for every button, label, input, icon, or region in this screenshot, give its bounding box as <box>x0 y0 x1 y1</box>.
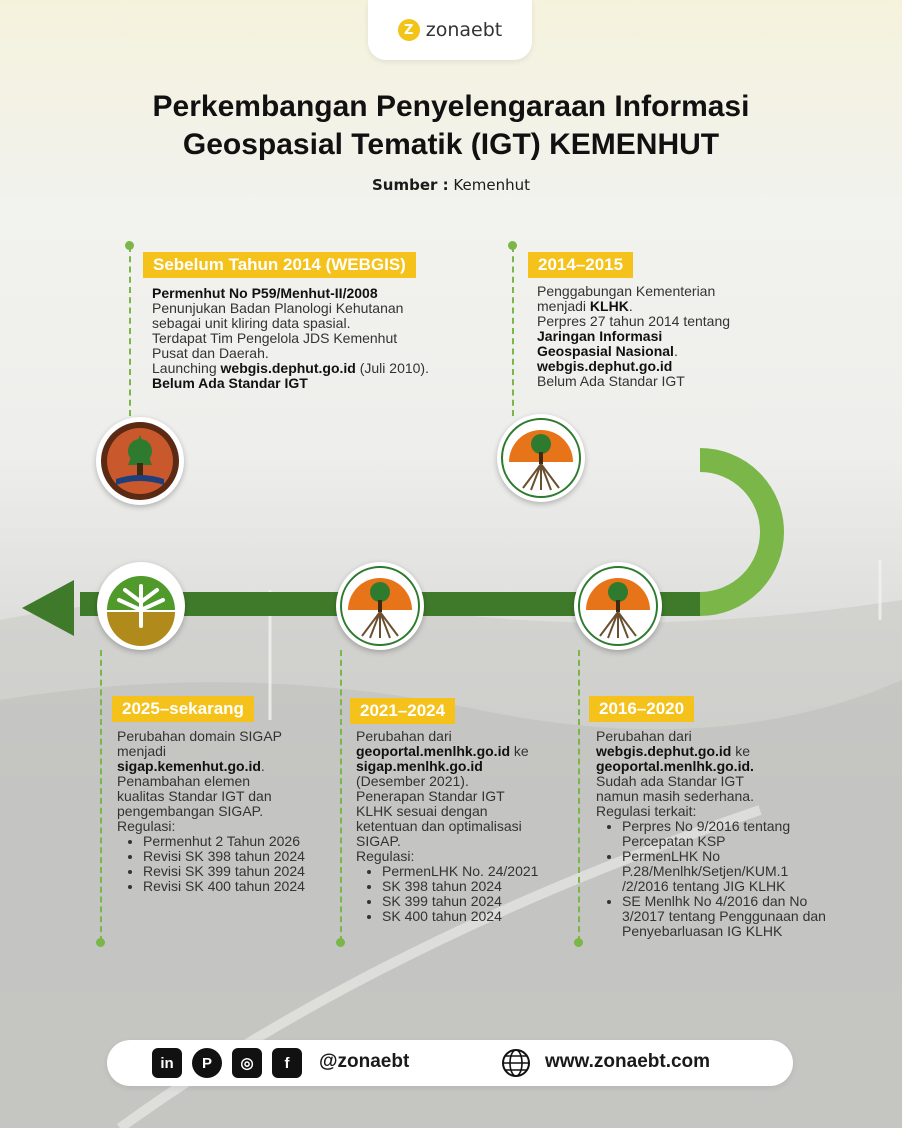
block-line: Belum Ada Standar IGT <box>537 373 685 389</box>
regulation-list <box>117 834 317 894</box>
footer-bar <box>107 1040 793 1086</box>
block-line: Geospasial Nasional. <box>537 343 678 359</box>
block-line: menjadi <box>117 743 167 759</box>
block-2014-2015 <box>537 284 777 389</box>
connector-dot <box>125 241 134 250</box>
connector-4 <box>340 650 342 942</box>
block-line: Perubahan dari <box>356 728 452 744</box>
block-line: pengembangan SIGAP. <box>117 803 264 819</box>
list-item: • SK 398 tahun 2024 <box>382 879 576 894</box>
list-item: • SK 399 tahun 2024 <box>382 894 576 909</box>
block-line: Permenhut No P59/Menhut-II/2008 <box>152 285 378 301</box>
block-2021-2024 <box>356 729 576 924</box>
instagram-icon[interactable]: ◎ <box>232 1048 262 1078</box>
block-2016-2020 <box>596 729 832 939</box>
list-item: • Revisi SK 400 tahun 2024 <box>143 879 317 894</box>
title-line-1: Perkembangan Penyelengaraan Informasi <box>152 90 750 123</box>
block-sebelum-2014 <box>152 286 492 391</box>
block-2025-sekarang <box>117 729 317 894</box>
list-item: • PermenLHK No P.28/Menlhk/Setjen/KUM.1 /2/2016 tentang JIG KLHK <box>622 849 832 894</box>
connector-5 <box>100 650 102 942</box>
source-value: Kemenhut <box>453 176 530 194</box>
connector-1 <box>129 246 131 416</box>
block-line: Regulasi: <box>356 848 415 864</box>
klhk-emblem <box>574 562 662 650</box>
connector-dot <box>508 241 517 250</box>
tag-sebelum-2014: Sebelum Tahun 2014 (WEBGIS) <box>143 252 416 278</box>
connector-dot <box>336 938 345 947</box>
globe-icon <box>501 1048 531 1078</box>
pinterest-icon[interactable]: P <box>192 1048 222 1078</box>
block-line: Pusat dan Daerah. <box>152 345 269 361</box>
connector-2 <box>512 246 514 416</box>
block-line: sebagai unit kliring data spasial. <box>152 315 351 331</box>
tag-2021-2024: 2021–2024 <box>350 698 455 724</box>
block-line: geoportal.menlhk.go.id ke <box>356 743 529 759</box>
regulation-list <box>356 864 576 924</box>
social-handle[interactable]: @zonaebt <box>319 1051 410 1072</box>
brand-name: zonaebt <box>425 19 503 41</box>
block-line: Penambahan elemen <box>117 773 251 789</box>
connector-dot <box>574 938 583 947</box>
title-line-2: Geospasial Tematik (IGT) KEMENHUT <box>182 128 720 161</box>
block-line: Launching webgis.dephut.go.id (Juli 2010). <box>152 360 429 376</box>
block-line: Perubahan dari <box>596 728 692 744</box>
block-line: webgis.dephut.go.id ke <box>596 743 751 759</box>
block-line: ketentuan dan optimalisasi <box>356 818 522 834</box>
facebook-icon[interactable]: f <box>272 1048 302 1078</box>
block-line: Terdapat Tim Pengelola JDS Kemenhut <box>152 330 398 346</box>
connector-dot <box>96 938 105 947</box>
block-line: Belum Ada Standar IGT <box>152 375 308 391</box>
block-line: namun masih sederhana. <box>596 788 754 804</box>
block-line: webgis.dephut.go.id <box>537 358 673 374</box>
block-line: sigap.menlhk.go.id <box>356 758 483 774</box>
connector-3 <box>578 650 580 942</box>
block-line: sigap.kemenhut.go.id. <box>117 758 265 774</box>
tag-2025-sekarang: 2025–sekarang <box>112 696 254 722</box>
block-line: kualitas Standar IGT dan <box>117 788 272 804</box>
source-label: Sumber : <box>372 176 449 194</box>
list-item: • Revisi SK 398 tahun 2024 <box>143 849 317 864</box>
block-line: geoportal.menlhk.go.id. <box>596 758 754 774</box>
website-link[interactable]: www.zonaebt.com <box>545 1051 711 1072</box>
block-line: Perubahan domain SIGAP <box>117 728 282 744</box>
block-line: (Desember 2021). <box>356 773 469 789</box>
linkedin-icon[interactable]: in <box>152 1048 182 1078</box>
block-line: Jaringan Informasi <box>537 328 663 344</box>
block-line: Penerapan Standar IGT <box>356 788 505 804</box>
block-line: Regulasi terkait: <box>596 803 697 819</box>
block-line: SIGAP. <box>356 833 401 849</box>
klhk-emblem <box>336 562 424 650</box>
list-item: • PermenLHK No. 24/2021 <box>382 864 576 879</box>
dephut-old-emblem <box>96 417 184 505</box>
tag-2014-2015: 2014–2015 <box>528 252 633 278</box>
list-item: • SK 400 tahun 2024 <box>382 909 576 924</box>
block-line: Penggabungan Kementerian <box>537 283 716 299</box>
list-item: • Perpres No 9/2016 tentang Percepatan KSP <box>622 819 832 849</box>
block-line: Penunjukan Badan Planologi Kehutanan <box>152 300 404 316</box>
block-line: Sudah ada Standar IGT <box>596 773 744 789</box>
tag-2016-2020: 2016–2020 <box>589 696 694 722</box>
block-line: Perpres 27 tahun 2014 tentang <box>537 313 731 329</box>
list-item: • SE Menlhk No 4/2016 dan No 3/2017 tentang Penggunaan dan Penyebarluasan IG KLHK <box>622 894 832 939</box>
list-item: • Revisi SK 399 tahun 2024 <box>143 864 317 879</box>
block-line: Regulasi: <box>117 818 176 834</box>
list-item: • Permenhut 2 Tahun 2026 <box>143 834 317 849</box>
regulation-list <box>596 819 832 939</box>
block-line: menjadi KLHK. <box>537 298 633 314</box>
kemenhut-new-emblem <box>97 562 185 650</box>
timeline-arrow-head <box>22 580 74 636</box>
block-line: KLHK sesuai dengan <box>356 803 488 819</box>
klhk-emblem <box>497 414 585 502</box>
zonaebt-logo-icon: Z <box>398 19 420 41</box>
